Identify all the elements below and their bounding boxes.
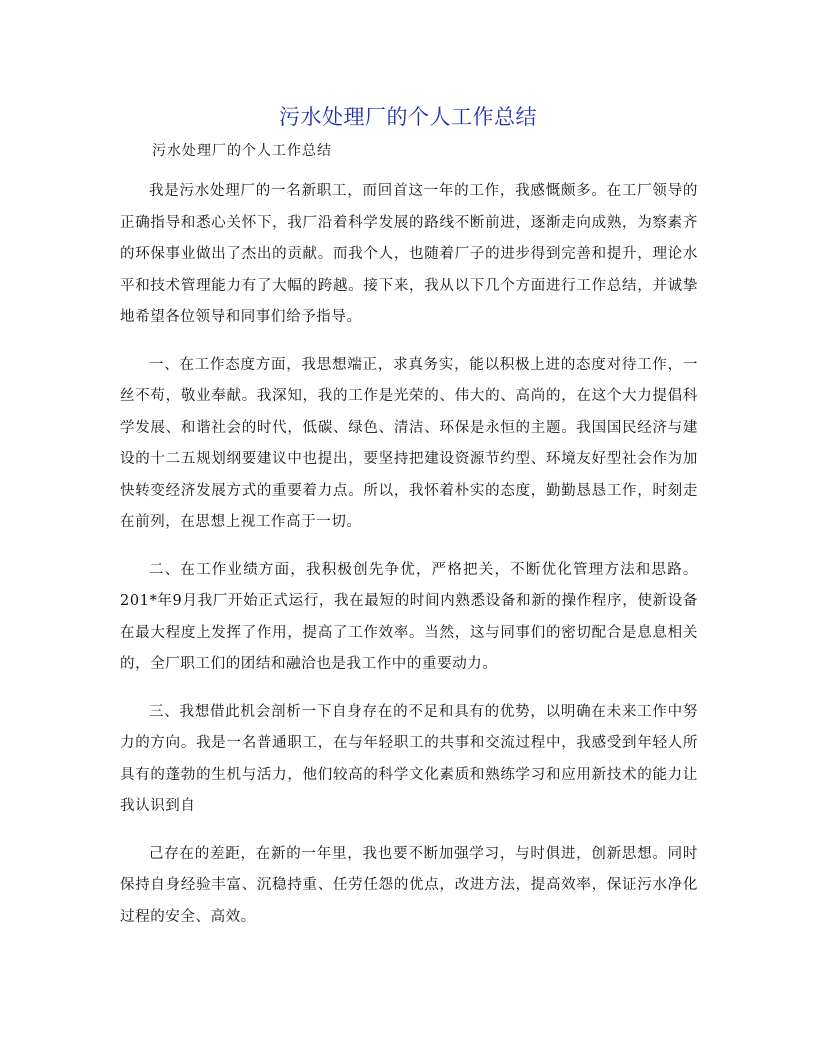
paragraph-intro: 我是污水处理厂的一名新职工，而回首这一年的工作，我感慨颇多。在工厂领导的正确指导和悉心关怀下，我厂沿着科学发展的路线不断前进，逐渐走向成熟，为察素齐的环保事业做出了杰出的贡献。而我个人，也随着厂子的进步得到完善和提升，理论水平和技术管理能力有了大幅的跨越。接下来，我从以下几个方面进行工作总结，并诚挚地希望各位领导和同事们给予指导。 — [120, 183, 698, 325]
document-title: 污水处理厂的个人工作总结 — [279, 105, 537, 129]
paragraph-self-analysis: 三、我想借此机会剖析一下自身存在的不足和具有的优势，以明确在未来工作中努力的方向。我是一名普通职工，在与年轻职工的共事和交流过程中，我感受到年轻人所具有的蓬勃的生机与活力，他们较高的科学文化素质和熟练学习和应用新技术的能力让我认识到自 — [120, 703, 698, 814]
document-body — [120, 176, 698, 949]
paragraph-performance: 二、在工作业绩方面，我积极创先争优，严格把关，不断优化管理方法和思路。201*年9月我厂开始正式运行，我在最短的时间内熟悉设备和新的操作程序，使新设备在最大程度上发挥了作用，提高了工作效率。当然，这与同事们的密切配合是息息相关的，全厂职工们的团结和融洽也是我工作中的重要动力。 — [120, 561, 698, 672]
paragraph-closing: 己存在的差距，在新的一年里，我也要不断加强学习，与时俱进，创新思想。同时保持自身经验丰富、沉稳持重、任劳任怨的优点，改进方法，提高效率，保证污水净化过程的安全、高效。 — [120, 845, 698, 925]
document-subtitle: 污水处理厂的个人工作总结 — [152, 143, 332, 159]
paragraph-attitude: 一、在工作态度方面，我思想端正，求真务实，能以积极上进的态度对待工作，一丝不苟，敬业奉献。我深知，我的工作是光荣的、伟大的、高尚的，在这个大力提倡科学发展、和谐社会的时代，低碳、绿色、清洁、环保是永恒的主题。我国国民经济与建设的十二五规划纲要建议中也提出，要坚持把建设资源节约型、环境友好型社会作为加快转变经济发展方式的重要着力点。所以，我怀着朴实的态度，勤勤恳恳工作，时刻走在前列，在思想上视工作高于一切。 — [120, 356, 698, 530]
